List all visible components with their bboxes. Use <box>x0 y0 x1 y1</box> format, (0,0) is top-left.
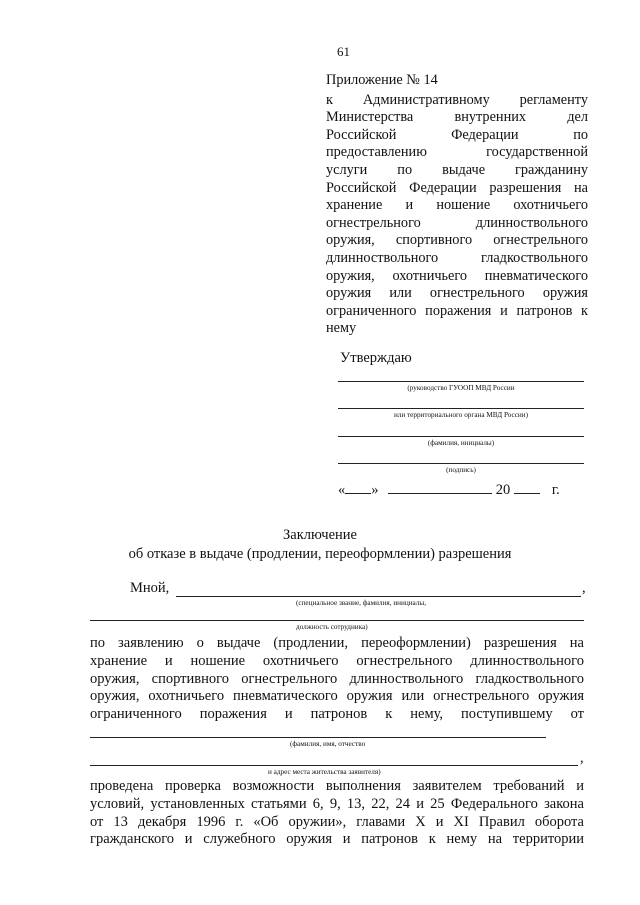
page-number: 61 <box>337 44 350 59</box>
appendix-line: оружия или огнестрельного оружия <box>326 285 588 302</box>
comma: , <box>580 750 584 766</box>
appendix-line: оружия, спортивного огнестрельного <box>326 232 588 249</box>
appendix-line: нему <box>326 320 357 337</box>
text-line: хранение и ношение охотничьего огнестрельного длинноствольного <box>90 652 584 669</box>
date-open-quote: « <box>338 482 346 498</box>
approver-name-field <box>338 436 584 448</box>
field-caption: и адрес места жительства заявителя) <box>268 768 381 776</box>
year-prefix: 20 <box>495 482 511 498</box>
appendix-line: услуги по выдаче гражданину <box>326 161 588 178</box>
field-caption: (подпись) <box>446 466 476 474</box>
appendix-line: оружия, охотничьего пневматического <box>326 267 588 284</box>
appendix-line: предоставлению государственной <box>326 144 588 161</box>
text-line: по заявлению о выдаче (продлении, переоформлении) разрешения на <box>90 635 584 651</box>
field-caption: (фамилия, инициалы) <box>427 439 495 447</box>
appendix-line: Российской Федерации по <box>326 126 588 143</box>
text-line: оружия, спортивного огнестрельного длинноствольного гладкоствольного <box>90 670 584 687</box>
by-me-label: Мной, <box>130 580 170 596</box>
day-blank <box>345 479 371 494</box>
signature-line <box>338 436 584 437</box>
approver-authority-field <box>338 381 584 393</box>
field-caption: или территориального органа МВД России) <box>393 411 529 419</box>
appendix-block <box>326 72 588 338</box>
year-suffix: г. <box>551 482 560 498</box>
text-line: проведена проверка возможности выполнения заявителем требований и <box>90 778 584 794</box>
appendix-line: Министерства внутренних дел <box>326 109 588 126</box>
appendix-title: Приложение № 14 <box>326 72 438 88</box>
approval-heading: Утверждаю <box>340 350 412 366</box>
text-line: ограниченного поражения и патронов к нему, поступившему от <box>90 706 584 723</box>
approval-date <box>338 479 560 499</box>
appendix-line: огнестрельного длинноствольного <box>326 214 588 231</box>
document-subtitle: об отказе в выдаче (продлении, переоформлении) разрешения <box>128 546 512 562</box>
appendix-line: длинноствольного гладкоствольного <box>326 249 588 266</box>
field-caption: (руководство ГУООП МВД России <box>407 384 515 392</box>
appendix-line: Российской Федерации разрешения на <box>326 179 588 196</box>
paragraph-application <box>90 635 584 724</box>
signature-line <box>338 381 584 382</box>
appendix-line: к Административному регламенту <box>326 91 588 108</box>
appendix-line: ограниченного поражения и патронов к <box>326 302 588 319</box>
document-title: Заключение <box>283 527 357 543</box>
applicant-address-line <box>90 765 578 766</box>
officer-position-line <box>90 620 584 621</box>
comma: , <box>582 580 586 596</box>
field-caption: (фамилия, имя, отчество <box>290 740 366 748</box>
date-close-quote: » <box>371 482 379 498</box>
field-caption: (специальное звание, фамилия, инициалы, <box>296 599 427 607</box>
officer-fill-line <box>176 596 581 597</box>
approver-organ-field <box>338 408 584 420</box>
text-line: гражданского и служебного оружия и патронов к нему на территории <box>90 831 584 848</box>
applicant-name-line <box>90 737 546 738</box>
text-line: условий, установленных статьями 6, 9, 13, 22, 24 и 25 Федерального закона <box>90 795 584 812</box>
field-caption: должность сотрудника) <box>296 623 368 631</box>
text-line: от 13 декабря 1996 г. «Об оружии», главами X и XI Правил оборота <box>90 813 584 830</box>
approver-signature-field <box>338 463 584 475</box>
text-line: оружия, охотничьего пневматического оружия или огнестрельного оружия <box>90 688 584 705</box>
year-blank <box>514 479 540 494</box>
paragraph-verification <box>90 778 584 849</box>
signature-line <box>338 463 584 464</box>
month-blank <box>388 479 492 494</box>
appendix-line: хранение и ношение охотничьего <box>326 197 588 214</box>
signature-line <box>338 408 584 409</box>
